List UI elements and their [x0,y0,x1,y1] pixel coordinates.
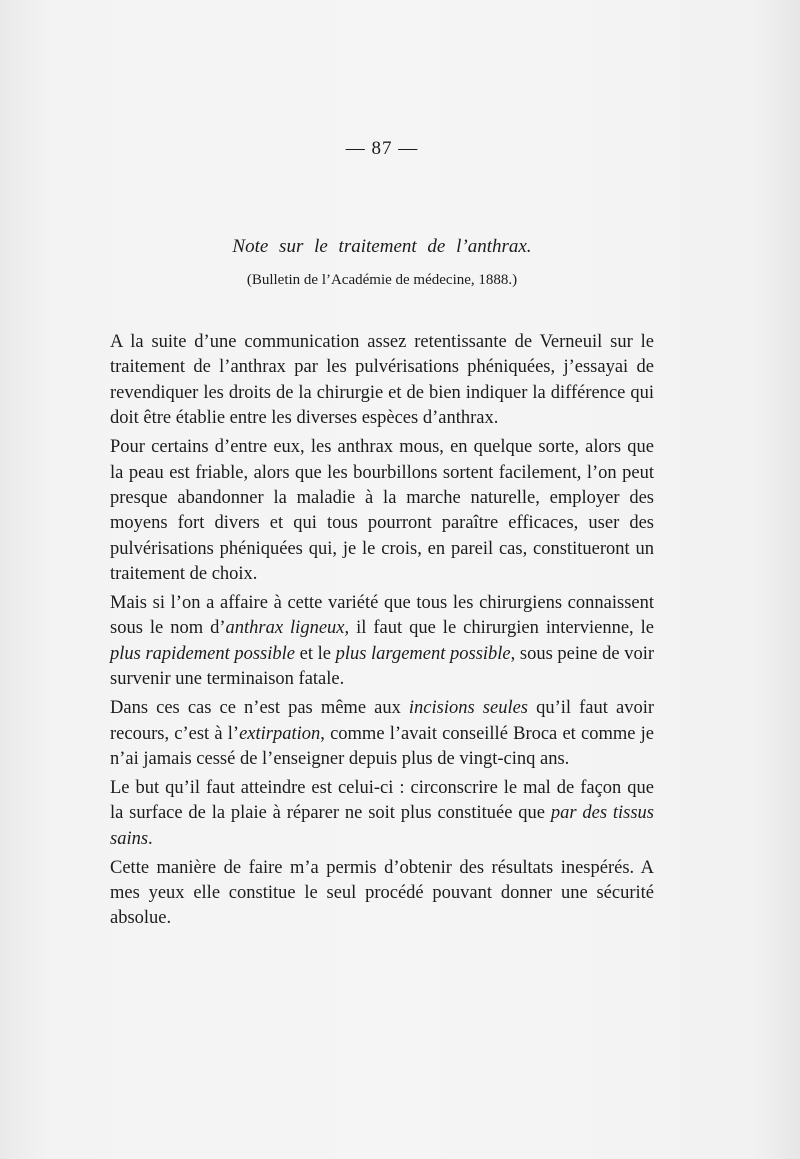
paragraph [110,776,654,852]
text-segment: , il faut que le chirurgien intervienne, le [344,618,654,639]
text-segment: Dans ces cas ce n’est pas même aux [110,698,409,719]
paragraph [110,435,654,587]
text-segment: Pour certains d’entre eux, les anthrax mous, en quelque sorte, alors que la peau est friable, alors que les bourbillons sortent facilement, l’on peut presque abandonner la maladie à la marche naturelle, employer des moyens fort divers et qui tous pourront paraître efficaces, user des pulvérisations phéniquées qui, je le crois, en pareil cas, constitueront un traitement de choix. [110,437,654,585]
paragraph [110,591,654,693]
article-title: Note sur le traitement de l’anthrax. [232,236,532,257]
emphasized-text: plus rapidement possible [110,643,295,664]
text-segment: . [148,828,153,849]
text-segment: et le [295,643,336,664]
paragraph [110,856,654,932]
text-segment: Cette manière de faire m’a permis d’obtenir des résultats inespérés. A mes yeux elle constitue le seul procédé pouvant donner une sécurité absolue. [110,857,654,929]
emphasized-text: par des tissus sains [110,803,654,849]
emphasized-text: anthrax ligneux [225,618,345,639]
paragraph [110,330,654,432]
article-body [110,330,654,935]
text-segment: A la suite d’une communication assez retentissante de Verneuil sur le traitement de l’anthrax par les pulvérisations phéniquées, j’essayai de revendiquer les droits de la chirurgie et de bien indiquer la différence qui doit être établie entre les diverses espèces d’anthrax. [110,332,654,429]
text-segment: Mais si l’on a affaire à cette variété que tous les chirurgiens connaissent sous le nom d’ [110,593,654,639]
page-number: — 87 — [345,138,419,159]
text-segment: qu’il faut avoir recours, c’est à l’ [110,698,654,744]
text-segment: , sous peine de voir survenir une terminaison fatale. [110,643,654,690]
text-segment: , comme l’avait conseillé Broca et comme je n’ai jamais cessé de l’enseigner depuis plus de vingt-cinq ans. [110,723,654,769]
article-source: (Bulletin de l’Académie de médecine, 1888.) [246,272,518,288]
emphasized-text: extirpation [239,723,321,744]
emphasized-text: plus largement possible [335,643,511,664]
text-segment: Le but qu’il faut atteindre est celui-ci : circonscrire le mal de façon que la surface de la plaie à réparer ne soit plus constituée que [110,777,654,824]
paragraph [110,696,654,772]
emphasized-text: incisions seules [408,698,529,719]
